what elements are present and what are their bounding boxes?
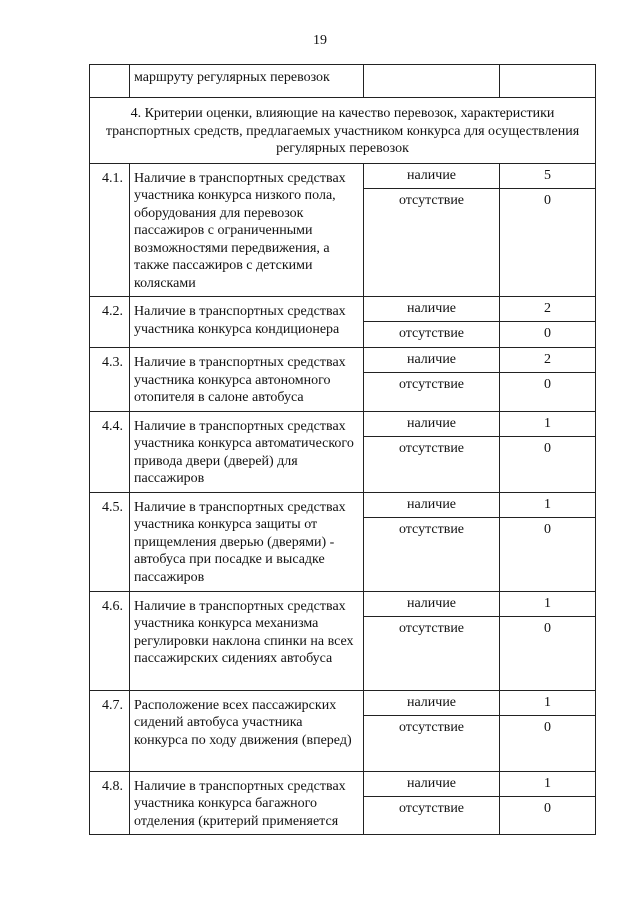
carry-value-cell: [364, 65, 500, 98]
criterion-number: 4.7.: [90, 690, 130, 771]
option-yes-label: наличие: [364, 591, 500, 616]
carry-text-cell: маршруту регулярных перевозок: [130, 65, 364, 98]
option-yes-score: 2: [500, 297, 596, 322]
option-yes-score: 1: [500, 690, 596, 715]
option-yes-label: наличие: [364, 492, 500, 517]
criterion-row: [90, 591, 596, 616]
criterion-number: 4.3.: [90, 348, 130, 412]
criterion-number: 4.5.: [90, 492, 130, 591]
option-no-label: отсутствие: [364, 517, 500, 591]
criterion-text: Наличие в транспортных средствах участника конкурса багажного отделения (критерий применяется: [130, 771, 364, 835]
criterion-text: Наличие в транспортных средствах участника конкурса кондиционера: [130, 297, 364, 348]
option-no-label: отсутствие: [364, 322, 500, 348]
option-no-score: 0: [500, 616, 596, 690]
option-no-label: отсутствие: [364, 796, 500, 835]
option-yes-score: 1: [500, 591, 596, 616]
criterion-text: Расположение всех пассажирских сидений автобуса участника конкурса по ходу движения (вперед): [130, 690, 364, 771]
option-yes-label: наличие: [364, 771, 500, 796]
option-yes-label: наличие: [364, 690, 500, 715]
criterion-number: 4.8.: [90, 771, 130, 835]
option-no-score: 0: [500, 517, 596, 591]
criterion-row: [90, 690, 596, 715]
criterion-row: [90, 163, 596, 188]
option-yes-score: 1: [500, 492, 596, 517]
option-no-label: отсутствие: [364, 715, 500, 771]
criterion-text: Наличие в транспортных средствах участника конкурса механизма регулировки наклона спинки на всех пассажирских сидениях автобуса: [130, 591, 364, 690]
option-yes-label: наличие: [364, 163, 500, 188]
criterion-text: Наличие в транспортных средствах участника конкурса защиты от прищемления дверью (дверями) - автобуса при посадке и высадке пассажиров: [130, 492, 364, 591]
option-no-label: отсутствие: [364, 373, 500, 412]
option-no-score: 0: [500, 322, 596, 348]
page-number: 19: [313, 33, 327, 48]
criterion-text: Наличие в транспортных средствах участника конкурса низкого пола, оборудования для перевозок пассажиров с ограниченными возможностями передвижения, а также пассажиров с детскими колясками: [130, 163, 364, 297]
option-no-score: 0: [500, 188, 596, 297]
option-yes-score: 1: [500, 411, 596, 436]
option-no-score: 0: [500, 715, 596, 771]
criterion-row: [90, 492, 596, 517]
option-yes-label: наличие: [364, 411, 500, 436]
option-no-label: отсутствие: [364, 188, 500, 297]
section-heading-row: [90, 98, 596, 164]
option-yes-score: 5: [500, 163, 596, 188]
criterion-row: [90, 348, 596, 373]
criterion-row: [90, 411, 596, 436]
option-yes-score: 2: [500, 348, 596, 373]
option-no-label: отсутствие: [364, 616, 500, 690]
criterion-number: 4.6.: [90, 591, 130, 690]
criteria-table: [89, 64, 596, 835]
carry-over-row: [90, 65, 596, 98]
criterion-number: 4.4.: [90, 411, 130, 492]
criterion-text: Наличие в транспортных средствах участника конкурса автономного отопителя в салоне автобуса: [130, 348, 364, 412]
carry-score-cell: [500, 65, 596, 98]
option-no-score: 0: [500, 373, 596, 412]
option-no-score: 0: [500, 436, 596, 492]
option-no-label: отсутствие: [364, 436, 500, 492]
option-yes-score: 1: [500, 771, 596, 796]
criterion-number: 4.1.: [90, 163, 130, 297]
option-yes-label: наличие: [364, 348, 500, 373]
carry-num-cell: [90, 65, 130, 98]
criterion-number: 4.2.: [90, 297, 130, 348]
criterion-text: Наличие в транспортных средствах участника конкурса автоматического привода двери (дверей) для пассажиров: [130, 411, 364, 492]
criterion-row: [90, 297, 596, 322]
option-no-score: 0: [500, 796, 596, 835]
option-yes-label: наличие: [364, 297, 500, 322]
section-heading: 4. Критерии оценки, влияющие на качество перевозок, характеристики транспортных средств, предлагаемых участником конкурса для осуществления регулярных перевозок: [90, 98, 596, 164]
criterion-row: [90, 771, 596, 796]
